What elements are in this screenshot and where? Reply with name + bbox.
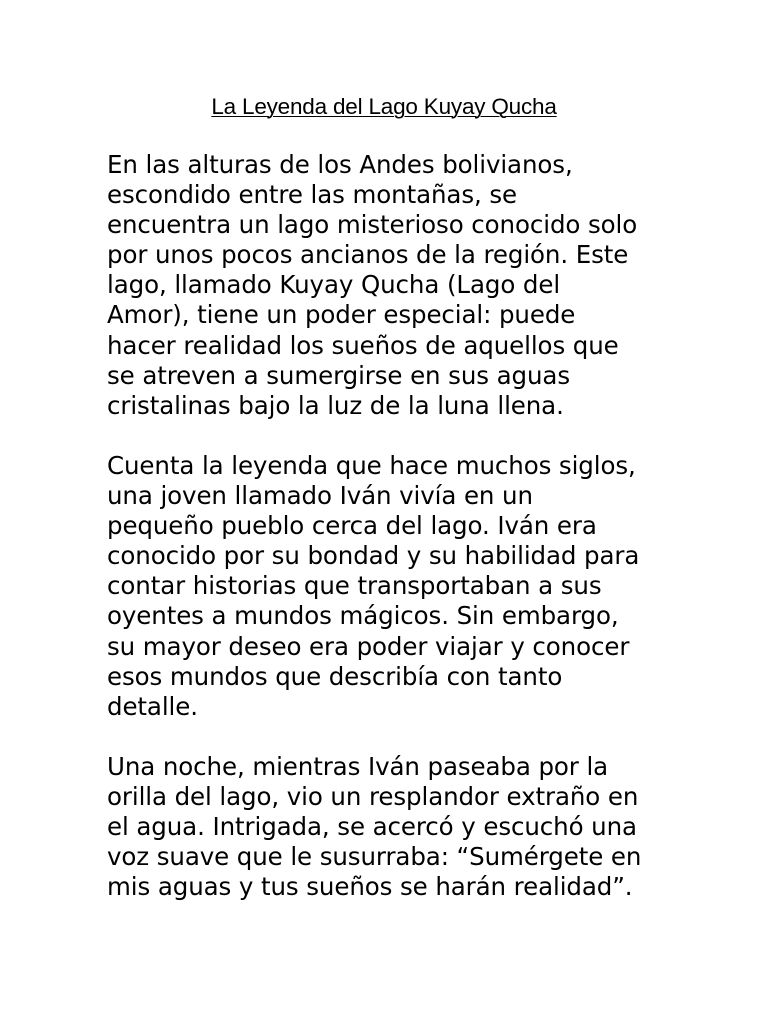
text-line: cristalinas bajo la luz de la luna llena. [107, 390, 564, 420]
text-line: mis aguas y tus sueños se harán realidad”. [107, 872, 633, 902]
text-line: contar historias que transportaban a sus [107, 571, 602, 601]
text-line: oyentes a mundos mágicos. Sin embargo, [107, 601, 619, 631]
text-line: lago, llamado Kuyay Qucha (Lago del [107, 270, 561, 300]
text-line: hacer realidad los sueños de aquellos que [107, 330, 619, 360]
paragraph-1 [107, 150, 687, 421]
text-line: orilla del lago, vio un resplandor extraño en [107, 781, 639, 811]
text-line: esos mundos que describía con tanto [107, 661, 563, 691]
paragraph-3 [107, 752, 687, 902]
text-line: pequeño pueblo cerca del lago. Iván era [107, 511, 597, 541]
text-line: se atreven a sumergirse en sus aguas [107, 360, 570, 390]
document-title: La Leyenda del Lago Kuyay Qucha [211, 94, 557, 119]
paragraph-2 [107, 451, 687, 722]
text-line: por unos pocos ancianos de la región. Este [107, 240, 629, 270]
text-line: Una noche, mientras Iván paseaba por la [107, 751, 609, 781]
text-line: escondido entre las montañas, se [107, 180, 518, 210]
text-line: detalle. [107, 691, 198, 721]
text-line: voz suave que le susurraba: “Sumérgete en [107, 842, 642, 872]
text-line: una joven llamado Iván vivía en un [107, 481, 533, 511]
text-line: encuentra un lago misterioso conocido solo [107, 210, 638, 240]
document-body [107, 150, 687, 932]
text-line: su mayor deseo era poder viajar y conocer [107, 631, 630, 661]
text-line: conocido por su bondad y su habilidad para [107, 541, 640, 571]
text-line: el agua. Intrigada, se acercó y escuchó una [107, 812, 637, 842]
text-line: Cuenta la leyenda que hace muchos siglos, [107, 450, 636, 480]
text-line: En las alturas de los Andes bolivianos, [107, 150, 573, 179]
text-line: Amor), tiene un poder especial: puede [107, 300, 576, 330]
